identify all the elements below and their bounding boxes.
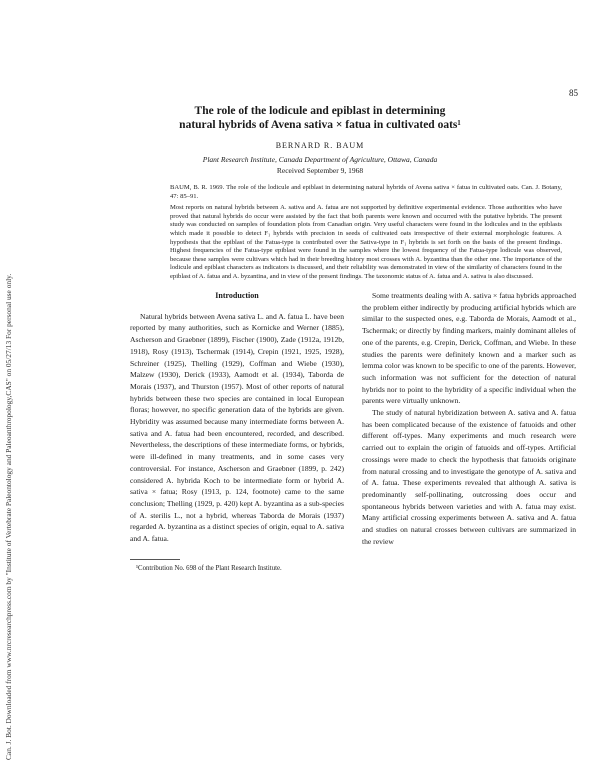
footnote-divider bbox=[130, 559, 180, 560]
intro-paragraph-2: Some treatments dealing with A. sativa × fatua hybrids approached the problem either indirectly by producing artificial hybrids which are similar to the suspected ones, e.g. Taborda de Morais, Aamodt et al., Tschermak; or directly by finding markers, mainly dominant alleles of one of the parents, e.g. Crepin, Derick, Coffman, and Wiebe. In these studies the parents were definitely known and a marker such as lemma color was known to be specific to one of the parents. However, such information was not sufficient for the detection of natural hybrids nor to point to the hybridity of a specific individual when the parents were virtually unknown. bbox=[362, 291, 576, 406]
footnote: ¹Contribution No. 698 of the Plant Research Institute. bbox=[136, 564, 282, 572]
page-number: 85 bbox=[569, 88, 578, 98]
title-line-1: The role of the lodicule and epiblast in determining bbox=[194, 105, 446, 117]
abstract-citation: BAUM, B. R. 1969. The role of the lodicule and epiblast in determining natural hybrids of Avena sativa × fatua in cultivated oats. Can. J. Botany, 47: 85–91. bbox=[170, 184, 562, 200]
download-notice: Can. J. Bot. Downloaded from www.nrcresearchpress.com by "Institute of Vertebrate Paleontology and Paleoanthropology,CAS" on 05/27/13 For personal use only. bbox=[4, 273, 13, 760]
abstract-body: Most reports on natural hybrids between A. sativa and A. fatua are not supported by definitive experimental evidence. Those authorities who have proved that natural hybrids do occur were assisted by the fact that both parents were known and occurred with the putative hybrids. The present study was conducted on samples of foundation plots from Canadian origin. Very useful characters were found in the lodicules and in the epiblasts which made it possible to detect F₁ hybrids with precision in seeds of cultivated oats irrespective of their external morphologic features. A hypothesis that the epiblast of the Fatua-type is contributed over the Sativa-type in F₁ hybrids is set forth on the basis of the present findings. Highest frequencies of the Fatua-type epiblast were found in the samples where the lowest frequency of the Fatua-type lodicule was observed, because these samples were cultivars which had in their breeding history most crosses with A. byzantina than the other one. The importance of the lodicule and epiblast characters as indicators is discussed, and their reliability was demonstrated in view of the similarity of characters found in the epiblast of A. fatua and A. byzantina, and in view of the present findings. The taxonomic status of A. fatua and A. sativa is also discussed. bbox=[170, 204, 562, 280]
title-line-2: natural hybrids of Avena sativa × fatua in cultivated oats¹ bbox=[179, 119, 461, 131]
author-affiliation: Plant Research Institute, Canada Department of Agriculture, Ottawa, Canada bbox=[202, 155, 438, 164]
right-column bbox=[362, 290, 576, 547]
article-title bbox=[120, 104, 520, 132]
author-name: BERNARD R. BAUM bbox=[275, 141, 365, 150]
left-column bbox=[130, 290, 344, 573]
intro-paragraph-1: Natural hybrids between Avena sativa L. and A. fatua L. have been reported by many authorities, such as Kornicke and Werner (1885), Ascherson and Graebner (1899), Fischer (1900), Zade (1912a, 1912b, 1918), Rosy (1913), Tschermak (1914), Crepin (1921, 1925, 1928), Schreiner (1925), Thelling (1929), Coffman and Wiebe (1930), Malzew (1930), Derick (1933), Aamodt et al. (1934), Taborda de Morais (1937), and Thurston (1957). Most of other reports of natural hybrids between these two species are contained in local European floras; however, no specific generation data of the hybrids are given. Hybridity was assumed because many intermediate forms between A. sativa and A. fatua had been encountered, recorded, and described. Nevertheless, the descriptions of these intermediate forms, or hybrids, were ill-defined in many treatments, and in some cases very controversial. For instance, Ascherson and Graebner (1899, p. 242) considered A. hybrida Koch to be intermediate form or hybrid A. sativa × fatua; Rosy (1913, p. 124, footnote) came to the same conclusion; Thelling (1929, p. 420) kept A. byzantina as a sub-species of A. sterilis L., not a hybrid, whereas Taborda de Morais (1937) regarded A. byzantina as a distinct species of origin, equal to A. sativa and A. fatua. bbox=[130, 311, 344, 544]
received-date: Received September 9, 1968 bbox=[276, 166, 364, 175]
abstract bbox=[170, 184, 562, 285]
intro-paragraph-3: The study of natural hybridization between A. sativa and A. fatua has been complicated because of the existence of fatuoids and other different off-types. Many experiments and much research were carried out to explain the origin of fatuoids and off-types. Artificial crossings were made to check the hypothesis that fatuoids originate from natural crossing and to investigate the genotype of A. sativa and of A. fatua. These experiments revealed that although A. sativa is predominantly self-pollinating, outcrossing does occur and spontaneous hybrids between varieties and with A. fatua may exist. Many artificial crossing experiments between A. sativa and A. fatua and studies on natural crosses between cultivars are summarized in the review bbox=[362, 408, 576, 546]
introduction-heading: Introduction bbox=[215, 291, 259, 300]
